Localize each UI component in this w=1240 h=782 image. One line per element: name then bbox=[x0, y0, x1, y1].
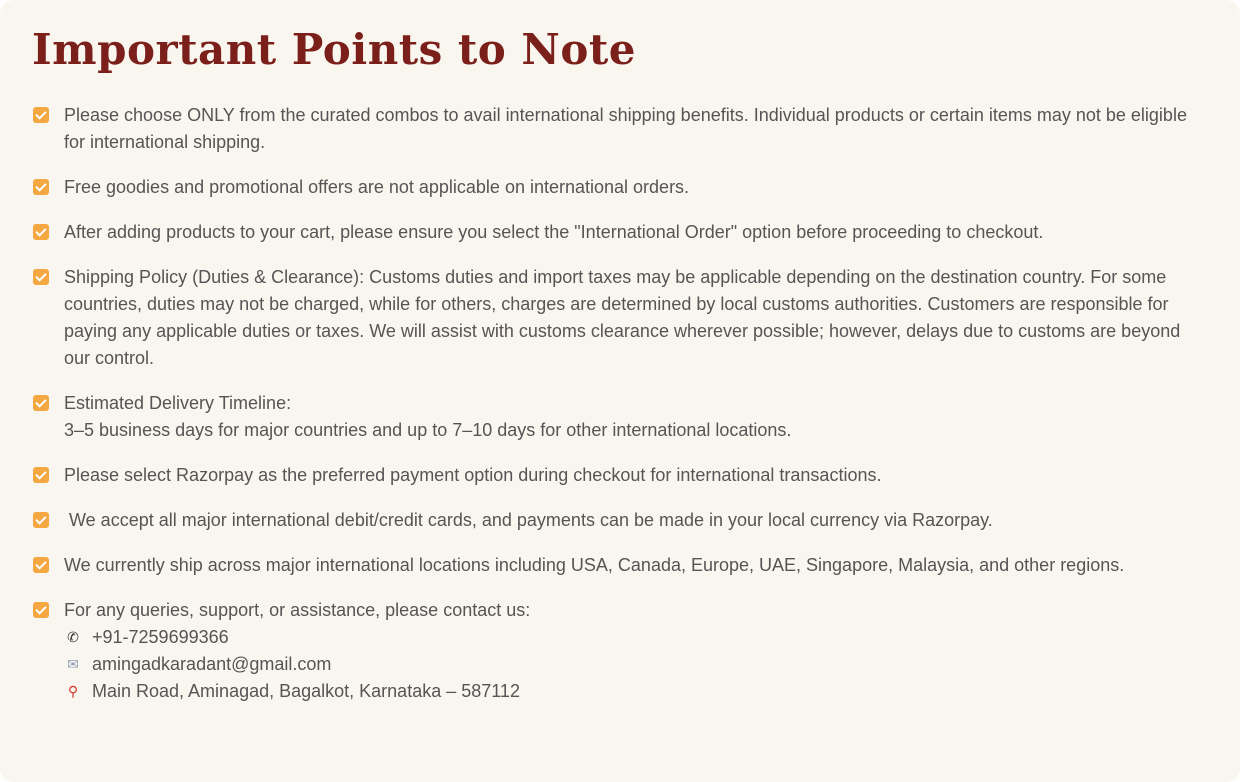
list-item bbox=[32, 264, 1208, 372]
point-text: Please choose ONLY from the curated combos to avail international shipping benefits. Individual products or certain items may not be eligible for international shipping. bbox=[64, 105, 1187, 152]
contact-phone bbox=[64, 624, 1208, 651]
email-address[interactable]: amingadkaradant@gmail.com bbox=[92, 654, 332, 674]
checkbox-icon bbox=[33, 467, 49, 483]
checkbox-icon bbox=[33, 269, 49, 285]
checkbox-icon bbox=[33, 395, 49, 411]
point-text: Free goodies and promotional offers are not applicable on international orders. bbox=[64, 177, 690, 197]
points-list bbox=[32, 102, 1208, 705]
list-item bbox=[32, 102, 1208, 156]
contact-intro: For any queries, support, or assistance, please contact us: bbox=[64, 600, 531, 620]
checkbox-icon bbox=[33, 224, 49, 240]
contact-address bbox=[64, 678, 1208, 705]
point-heading: Estimated Delivery Timeline: bbox=[64, 393, 292, 413]
contact-email bbox=[64, 651, 1208, 678]
list-item bbox=[32, 219, 1208, 246]
point-text: After adding products to your cart, please ensure you select the "International Order" option before proceeding to checkout. bbox=[64, 222, 1044, 242]
point-text: Please select Razorpay as the preferred payment option during checkout for international transactions. bbox=[64, 465, 882, 485]
point-text: We accept all major international debit/credit cards, and payments can be made in your local currency via Razorpay. bbox=[64, 510, 993, 530]
address-text: Main Road, Aminagad, Bagalkot, Karnataka – 587112 bbox=[92, 681, 520, 701]
list-item bbox=[32, 507, 1208, 534]
location-pin-icon: ⚲ bbox=[67, 683, 79, 699]
contact-item bbox=[32, 597, 1208, 705]
list-item bbox=[32, 462, 1208, 489]
phone-icon: ✆ bbox=[67, 629, 79, 645]
phone-number[interactable]: +91-7259699366 bbox=[92, 627, 229, 647]
email-icon: ✉ bbox=[67, 656, 79, 672]
point-text: 3–5 business days for major countries and up to 7–10 days for other international locations. bbox=[64, 420, 792, 440]
checkbox-icon bbox=[33, 107, 49, 123]
checkbox-icon bbox=[33, 512, 49, 528]
list-item bbox=[32, 390, 1208, 444]
checkbox-icon bbox=[33, 179, 49, 195]
list-item bbox=[32, 552, 1208, 579]
checkbox-icon bbox=[33, 557, 49, 573]
point-text: We currently ship across major international locations including USA, Canada, Europe, UAE, Singapore, Malaysia, and other regions. bbox=[64, 555, 1125, 575]
checkbox-icon bbox=[33, 602, 49, 618]
point-text: Shipping Policy (Duties & Clearance): Customs duties and import taxes may be applicable depending on the destination country. For some countries, duties may not be charged, while for others, charges are determined by local customs authorities. Customers are responsible for paying any applicable duties or taxes. We will assist with customs clearance wherever possible; however, delays due to customs are beyond our control. bbox=[64, 267, 1181, 368]
list-item bbox=[32, 174, 1208, 201]
page-title: Important Points to Note bbox=[32, 25, 636, 74]
